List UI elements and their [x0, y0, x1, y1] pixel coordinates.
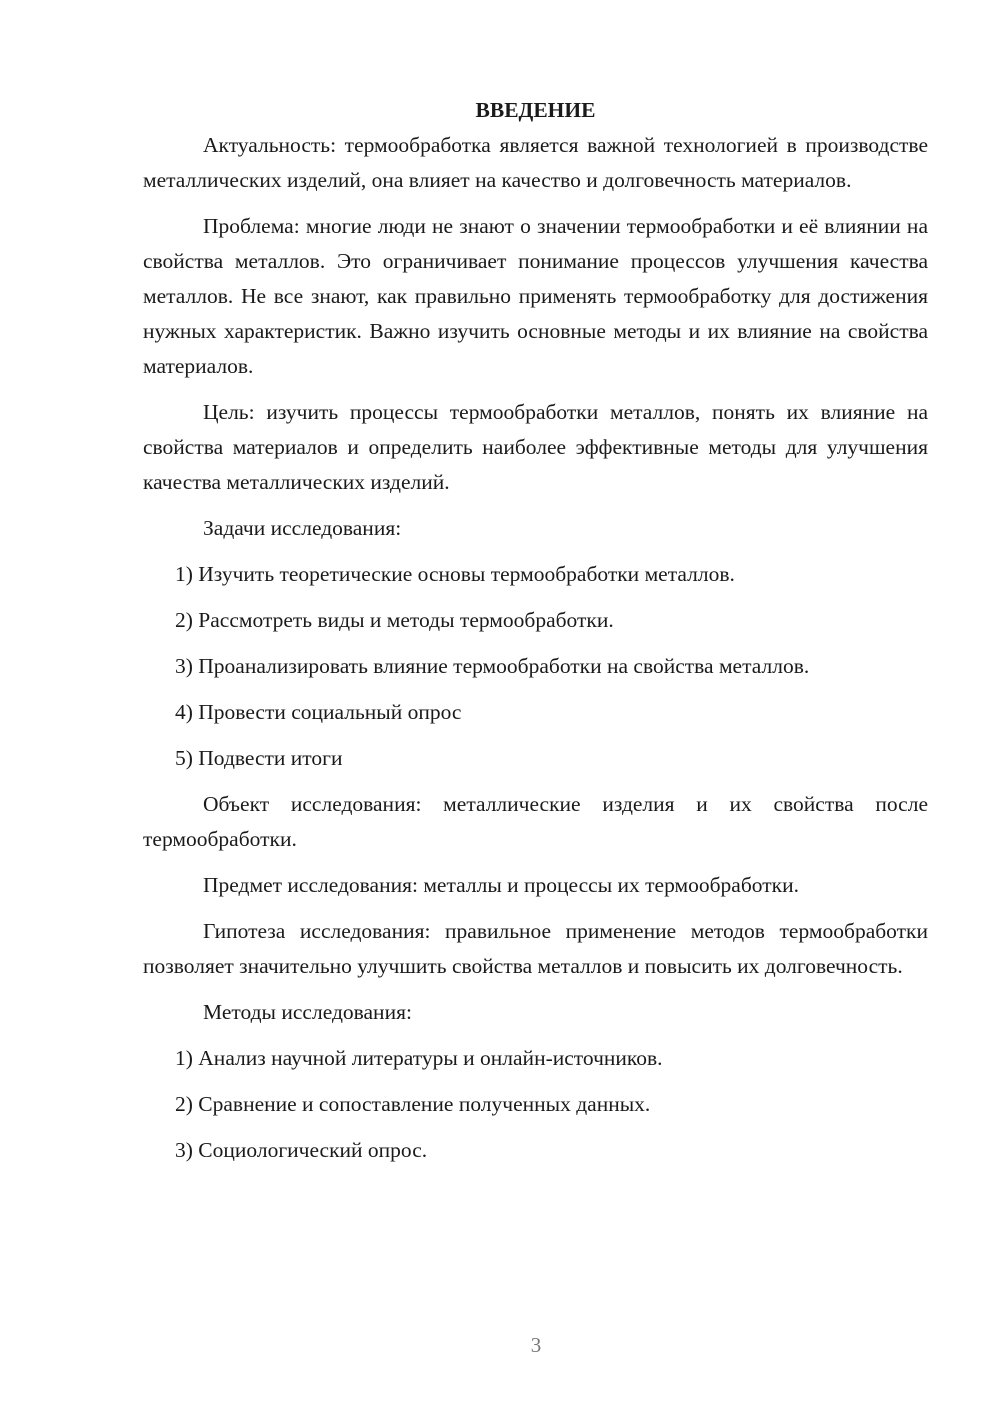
page-title: ВВЕДЕНИЕ: [475, 98, 596, 122]
problem-paragraph: Проблема: многие люди не знают о значении термообработки и её влиянии на свойства металлов. Это ограничивает понимание процессов улучшения качества металлов. Не все знают, как правильно применять термообработку для достижения нужных характеристик. Важно изучить основные методы и их влияние на свойства материалов.: [143, 214, 928, 378]
methods-heading: Методы исследования:: [203, 1000, 412, 1024]
relevance-paragraph: Актуальность: термообработка является важной технологией в производстве металлических изделий, она влияет на качество и долговечность материалов.: [143, 133, 928, 192]
object-paragraph: Объект исследования: металлические изделия и их свойства после термообработки.: [143, 792, 928, 851]
method-item: 2) Сравнение и сопоставление полученных данных.: [175, 1092, 651, 1116]
page-number: 3: [530, 1333, 542, 1357]
page-content: [143, 93, 928, 1179]
method-item: 1) Анализ научной литературы и онлайн-источников.: [175, 1046, 663, 1070]
tasks-heading: Задачи исследования:: [203, 516, 402, 540]
task-item: 5) Подвести итоги: [175, 746, 343, 770]
task-item: 3) Проанализировать влияние термообработки на свойства металлов.: [175, 654, 810, 678]
method-item: 3) Социологический опрос.: [175, 1138, 428, 1162]
subject-paragraph: Предмет исследования: металлы и процессы их термообработки.: [203, 873, 799, 897]
goal-paragraph: Цель: изучить процессы термообработки металлов, понять их влияние на свойства материалов и определить наиболее эффективные методы для улучшения качества металлических изделий.: [143, 400, 928, 494]
task-item: 2) Рассмотреть виды и методы термообработки.: [175, 608, 614, 632]
task-item: 4) Провести социальный опрос: [175, 700, 462, 724]
task-item: 1) Изучить теоретические основы термообработки металлов.: [175, 562, 735, 586]
hypothesis-paragraph: Гипотеза исследования: правильное применение методов термообработки позволяет значительно улучшить свойства металлов и повысить их долговечность.: [143, 919, 928, 978]
